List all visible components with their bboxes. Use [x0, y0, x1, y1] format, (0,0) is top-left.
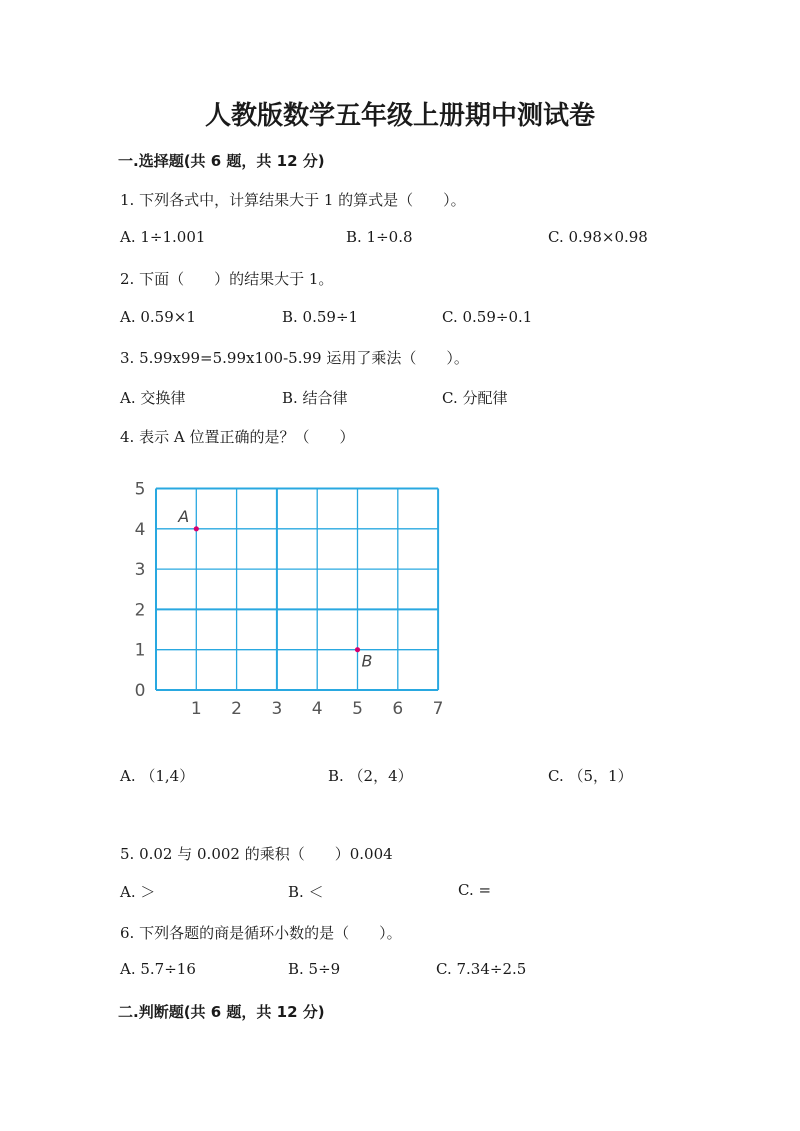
q3-option-a[interactable]: A. 交换律 — [120, 389, 186, 407]
q2-option-b[interactable]: B. 0.59÷1 — [282, 308, 359, 326]
point-a — [194, 526, 199, 531]
point-label-a: A — [178, 506, 190, 526]
q4-option-a[interactable]: A. （1,4） — [120, 767, 195, 785]
x-tick-label: 4 — [311, 699, 323, 719]
q6-option-c[interactable]: C. 7.34÷2.5 — [436, 960, 527, 978]
section-heading-choice: 一.选择题(共 6 题，共 12 分) — [118, 152, 325, 170]
q3-option-b[interactable]: B. 结合律 — [282, 389, 348, 407]
q6-option-b[interactable]: B. 5÷9 — [288, 960, 341, 978]
y-tick-label: 0 — [134, 681, 146, 701]
question-5: 5. 0.02 与 0.002 的乘积（ ）0.004 — [120, 845, 393, 863]
point-b — [355, 647, 360, 652]
question-4: 4. 表示 A 位置正确的是？（ ） — [120, 428, 355, 446]
x-tick-label: 3 — [271, 699, 283, 719]
q3-option-c[interactable]: C. 分配律 — [442, 389, 508, 407]
q4-option-b[interactable]: B. （2，4） — [328, 767, 413, 785]
x-tick-label: 2 — [231, 699, 243, 719]
q6-option-a[interactable]: A. 5.7÷16 — [120, 960, 196, 978]
q5-option-b[interactable]: B. ＜ — [288, 883, 324, 901]
page-title: 人教版数学五年级上册期中测试卷 — [204, 101, 595, 131]
y-tick-label: 1 — [134, 640, 146, 661]
point-label-b: B — [361, 651, 373, 671]
coordinate-grid-figure — [120, 475, 460, 725]
question-1: 1. 下列各式中，计算结果大于 1 的算式是（ ）。 — [120, 191, 466, 209]
y-tick-label: 2 — [134, 600, 146, 621]
question-3: 3. 5.99x99=5.99x100-5.99 运用了乘法（ ）。 — [120, 349, 469, 367]
x-tick-label: 5 — [352, 699, 363, 719]
y-tick-label: 5 — [134, 479, 146, 500]
section-heading-judge: 二.判断题(共 6 题，共 12 分) — [118, 1003, 325, 1021]
q1-option-a[interactable]: A. 1÷1.001 — [120, 228, 206, 246]
y-tick-label: 4 — [134, 519, 146, 540]
x-tick-label: 1 — [190, 699, 202, 719]
q5-option-a[interactable]: A. ＞ — [120, 883, 156, 901]
q1-option-b[interactable]: B. 1÷0.8 — [346, 228, 413, 246]
question-6: 6. 下列各题的商是循环小数的是（ ）。 — [120, 924, 402, 942]
y-tick-label: 3 — [134, 560, 146, 581]
question-2: 2. 下面（ ）的结果大于 1。 — [120, 270, 334, 288]
q4-option-c[interactable]: C. （5，1） — [548, 767, 633, 785]
q2-option-c[interactable]: C. 0.59÷0.1 — [442, 308, 533, 326]
q1-option-c[interactable]: C. 0.98×0.98 — [548, 228, 648, 246]
q5-option-c[interactable]: C. = — [458, 881, 492, 899]
x-tick-label: 6 — [392, 699, 404, 719]
q2-option-a[interactable]: A. 0.59×1 — [120, 308, 196, 326]
x-tick-label: 7 — [432, 699, 444, 719]
